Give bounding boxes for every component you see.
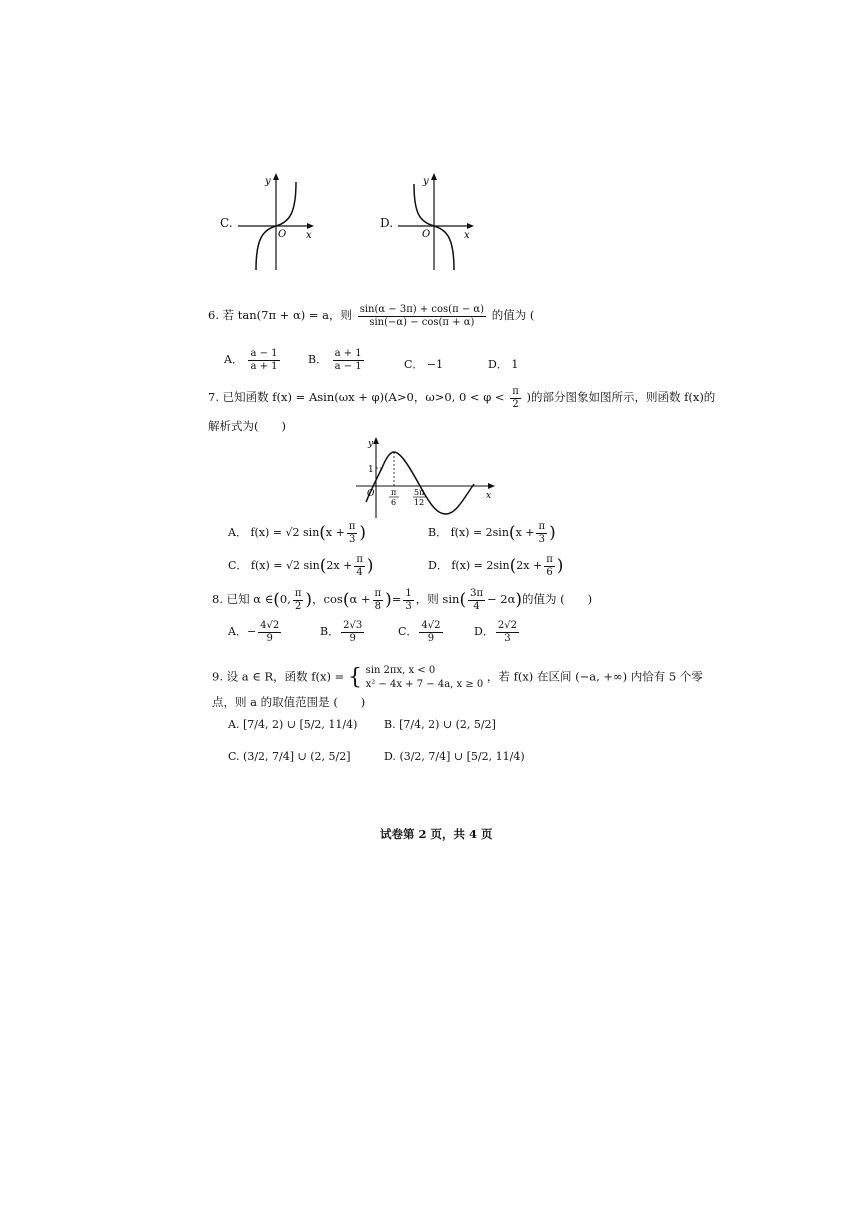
paren-open: ( <box>459 590 467 610</box>
option-label: D． <box>488 358 508 371</box>
q8-stem-c: ，则 sin <box>415 592 460 606</box>
numerator: π <box>294 588 302 599</box>
option-label: B． <box>428 526 448 539</box>
option-label: B． <box>320 625 340 638</box>
q7-stem-end: )的部分图象如图所示，则函数 f(x)的 <box>526 390 716 404</box>
option-text: −1 <box>426 358 444 371</box>
numerator: π <box>538 521 546 532</box>
denominator: 6 <box>546 566 553 578</box>
option-label: C． <box>228 559 248 572</box>
numerator: π <box>348 521 356 532</box>
q8-stem-d: 的值为 ( ) <box>522 592 593 606</box>
q6-numerator: sin(α − 3π) + cos(π − α) <box>359 304 485 315</box>
q9-option-c[interactable] <box>228 750 351 763</box>
denominator: 4 <box>473 600 480 612</box>
numerator: 4√2 <box>260 620 280 631</box>
denominator: 9 <box>427 632 435 644</box>
option-text: 1 <box>511 358 519 371</box>
denominator: 4 <box>356 566 363 578</box>
numerator: π <box>512 386 519 397</box>
option-fraction <box>341 620 364 644</box>
denominator: 2 <box>294 600 302 612</box>
q9-option-b[interactable] <box>384 718 496 731</box>
origin-label: O <box>367 489 375 499</box>
y-axis-arrow <box>373 437 379 444</box>
option-c-graph <box>236 170 316 272</box>
option-label: D. <box>384 750 396 763</box>
x-label: x <box>464 230 470 241</box>
option-label: A． <box>228 625 247 638</box>
option-pre: f(x) = 2sin <box>450 526 509 539</box>
q6-fraction <box>358 304 486 328</box>
paren-close: ) <box>366 556 374 576</box>
q9-stem-a: 9. 设 a ∈ R，函数 f(x) = <box>212 669 345 684</box>
option-fraction <box>354 554 365 578</box>
paren-open: ( <box>509 556 517 576</box>
option-inner: 2x + <box>516 559 543 572</box>
option-fraction <box>248 348 279 372</box>
option-fraction <box>347 521 358 545</box>
option-fraction <box>258 620 281 644</box>
question-9-stem-line2: 点，则 a 的取值范围是 ( ) <box>212 695 366 709</box>
numerator: a − 1 <box>250 348 278 359</box>
q8-option-d[interactable] <box>474 620 521 644</box>
paren-close: ) <box>515 590 523 610</box>
q6-option-b[interactable] <box>308 348 366 372</box>
q6-option-a[interactable] <box>224 348 282 372</box>
option-pre: f(x) = √2 sin <box>250 526 320 539</box>
q8-sin-tail: − 2α <box>487 592 516 606</box>
case-2: x² − 4x + 7 − 4a, x ≥ 0 <box>365 678 484 690</box>
paren-close: ) <box>385 590 392 610</box>
denominator: 3 <box>538 533 545 545</box>
tick-5pi12-num: 5π <box>414 488 425 497</box>
q7-sine-graph <box>352 434 502 520</box>
option-fraction <box>536 521 547 545</box>
q6-denominator: sin(−α) − cos(π + α) <box>369 316 475 328</box>
option-text: (3/2, 7/4] ∪ [5/2, 11/4) <box>399 750 525 763</box>
option-fraction <box>333 348 364 372</box>
numerator: 2√2 <box>497 620 517 631</box>
option-fraction <box>544 554 555 578</box>
paren-open: ( <box>319 556 327 576</box>
option-pre: f(x) = 2sin <box>451 559 510 572</box>
paren-close: ) <box>549 523 556 543</box>
q7-option-c[interactable] <box>228 554 374 578</box>
option-inner: x + <box>325 526 345 539</box>
case-1: sin 2πx, x < 0 <box>365 665 436 676</box>
question-7-stem-line2: 解析式为( ) <box>208 419 286 433</box>
paren-open: ( <box>273 590 280 610</box>
denominator: 8 <box>374 600 382 612</box>
option-fraction <box>419 620 442 644</box>
option-label: A． <box>224 353 243 366</box>
q7-stem-start: 7. 已知函数 f(x) = Asin(ωx + φ)(A>0，ω>0, 0 < φ < <box>208 390 505 404</box>
y-axis-arrow <box>273 173 279 180</box>
q8-interval-fraction <box>293 588 304 612</box>
q9-option-a[interactable] <box>228 718 357 731</box>
question-7-stem <box>208 386 715 410</box>
option-label: D． <box>428 559 448 572</box>
numerator: π <box>546 554 553 565</box>
q8-option-a[interactable] <box>228 620 283 644</box>
paren-open: ( <box>319 523 326 543</box>
y-label: y <box>368 439 374 449</box>
paren-open: ( <box>342 590 350 610</box>
numerator: a + 1 <box>334 348 362 359</box>
q6-stem-end: 的值为 ( <box>491 308 535 322</box>
q6-option-d[interactable] <box>488 356 518 372</box>
page-footer: 试卷第 2 页，共 4 页 <box>380 827 493 841</box>
numerator: π <box>356 554 363 565</box>
q8-interval: 0, <box>279 592 291 606</box>
option-label: C. <box>228 750 240 763</box>
y-one-label: 1 <box>368 465 374 475</box>
option-d-label: D. <box>380 216 394 230</box>
paren-close: ) <box>556 556 564 576</box>
question-6-stem <box>208 304 534 328</box>
x-label: x <box>306 230 312 241</box>
q8-sin-fraction <box>468 588 485 612</box>
denominator: 3 <box>405 600 412 612</box>
option-pre: f(x) = √2 sin <box>250 559 320 572</box>
q7-phi-fraction <box>510 386 521 410</box>
q8-stem-a: 8. 已知 α ∈ <box>212 592 274 606</box>
q8-option-b[interactable] <box>320 620 366 644</box>
option-fraction <box>496 620 519 644</box>
option-inner: x + <box>515 526 535 539</box>
origin-label: O <box>422 229 431 240</box>
q8-cos-fraction <box>373 588 384 612</box>
paren-close: ) <box>305 590 313 610</box>
q8-stem-b: ，cos <box>312 592 343 606</box>
option-c-label: C. <box>220 216 233 230</box>
numerator: 4√2 <box>421 620 441 631</box>
tick-pi6-den: 6 <box>391 498 397 507</box>
piecewise-cases <box>366 664 484 691</box>
option-text: [7/4, 2) ∪ [5/2, 11/4) <box>242 718 358 731</box>
option-label: A． <box>228 526 247 539</box>
paren-close: ) <box>359 523 367 543</box>
denominator: 9 <box>266 632 273 644</box>
q8-option-c[interactable] <box>398 620 445 644</box>
option-d-graph <box>396 170 476 272</box>
y-label: y <box>265 176 271 187</box>
numerator: 3π <box>470 588 484 599</box>
numerator: 1 <box>405 588 412 599</box>
q8-value-fraction <box>403 588 413 612</box>
denominator: 3 <box>504 632 511 644</box>
question-8-stem <box>212 588 592 612</box>
q6-stem-start: 6. 若 tan(7π + α) = a，则 <box>208 308 353 322</box>
q7-option-a[interactable] <box>228 521 366 545</box>
option-label: B. <box>384 718 396 731</box>
q9-stem-b: ，若 f(x) 在区间 (−a, +∞) 内恰有 5 个零 <box>486 669 703 684</box>
option-inner: 2x + <box>326 559 353 572</box>
q7-option-d[interactable] <box>428 554 563 578</box>
option-label: C． <box>398 625 418 638</box>
origin-label: O <box>278 229 287 240</box>
option-label: B． <box>308 353 328 366</box>
x-axis-arrow <box>488 483 495 489</box>
denominator: 9 <box>349 632 356 644</box>
q8-equals: = <box>391 592 402 606</box>
option-label: C． <box>404 358 424 371</box>
denominator: a + 1 <box>250 360 278 372</box>
q7-option-b[interactable] <box>428 521 556 545</box>
denominator: 3 <box>348 533 356 545</box>
x-axis-arrow <box>307 223 314 229</box>
tick-5pi12-den: 12 <box>414 498 425 507</box>
tick-pi6-num: π <box>391 488 397 497</box>
x-label: x <box>486 491 492 501</box>
brace: { <box>347 665 362 690</box>
option-sign: − <box>246 625 257 638</box>
numerator: π <box>374 588 382 599</box>
numerator: 2√3 <box>343 620 363 631</box>
question-9-stem <box>212 664 703 691</box>
option-text: (3/2, 7/4] ∪ (2, 5/2] <box>243 750 351 763</box>
y-label: y <box>423 176 429 187</box>
q6-option-c[interactable] <box>404 356 443 372</box>
x-axis-arrow <box>467 223 474 229</box>
option-text: [7/4, 2) ∪ (2, 5/2] <box>399 718 496 731</box>
y-axis-arrow <box>431 173 437 180</box>
option-label: A. <box>228 718 240 731</box>
q8-cos-inner: α + <box>349 592 371 606</box>
q9-option-d[interactable] <box>384 750 525 763</box>
option-label: D． <box>474 625 494 638</box>
paren-open: ( <box>508 523 516 543</box>
denominator: a − 1 <box>334 360 362 372</box>
denominator: 2 <box>512 398 519 410</box>
